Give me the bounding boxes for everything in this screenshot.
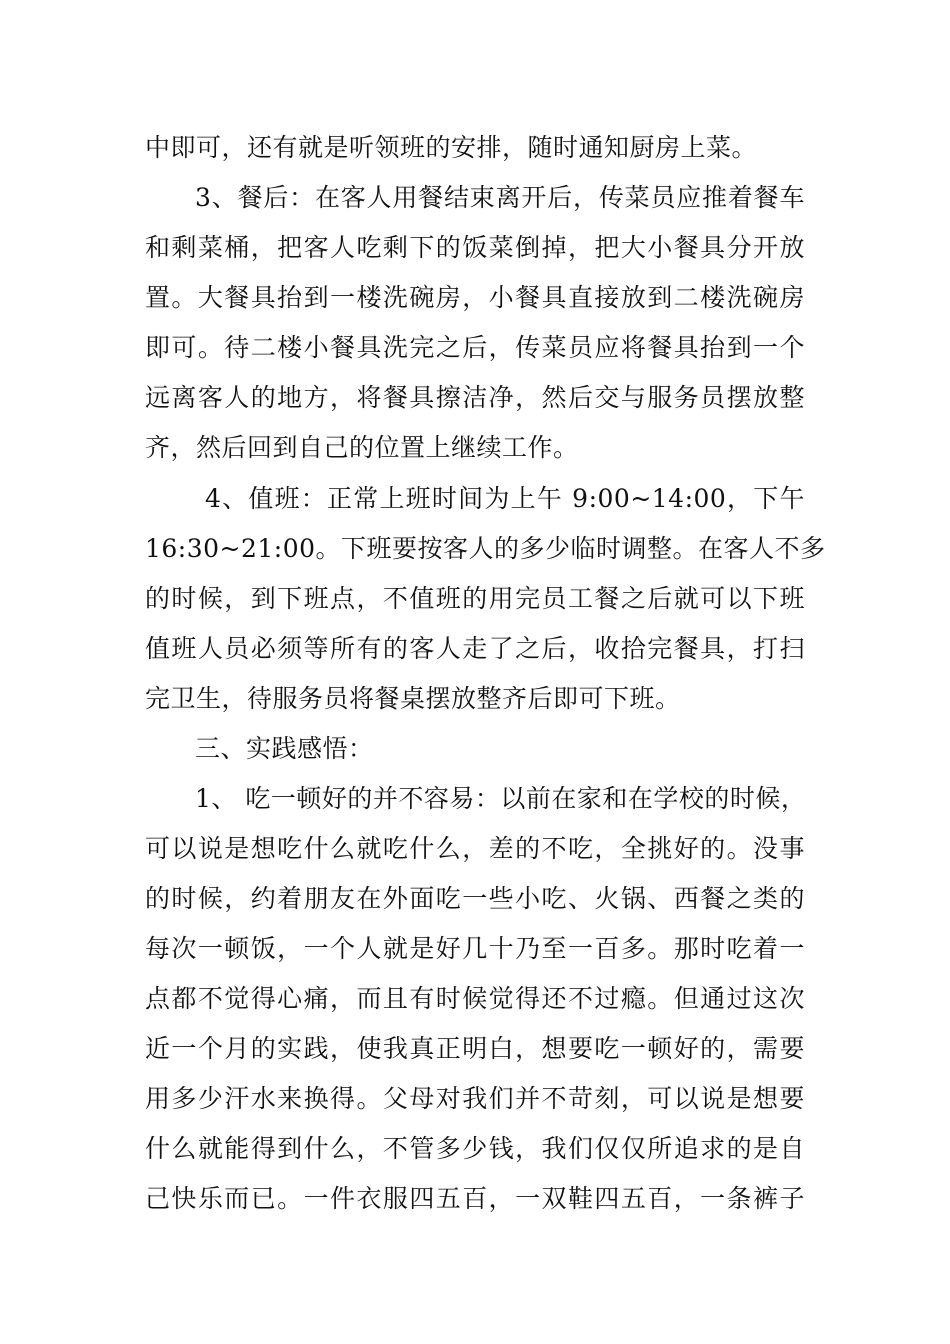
text-line-8: 4、值班：正常上班时间为上午 9:00~14:00，下午: [205, 484, 805, 513]
text-line-18: 点都不觉得心痛，而且有时候觉得还不过瘾。但通过这次: [145, 984, 805, 1013]
text-line-1: 中即可，还有就是听领班的安排，随时通知厨房上菜。: [145, 133, 758, 162]
text-line-15: 可以说是想吃什么就吃什么，差的不吃，全挑好的。没事: [145, 834, 805, 863]
text-line-10: 的时候，到下班点，不值班的用完员工餐之后就可以下班: [145, 584, 805, 613]
text-line-20: 用多少汗水来换得。父母对我们并不苛刻，可以说是想要: [145, 1084, 805, 1113]
text-line-19: 近一个月的实践，使我真正明白，想要吃一顿好的，需要: [145, 1034, 805, 1063]
text-line-4: 置。大餐具抬到一楼洗碗房，小餐具直接放到二楼洗碗房: [145, 283, 805, 312]
text-line-22: 己快乐而已。一件衣服四五百，一双鞋四五百，一条裤子: [145, 1184, 805, 1213]
text-line-16: 的时候，约着朋友在外面吃一些小吃、火锅、西餐之类的: [145, 884, 805, 913]
text-line-14: 1、 吃一顿好的并不容易：以前在家和在学校的时候，: [195, 784, 807, 813]
section-heading: 三、实践感悟：: [195, 734, 374, 763]
text-line-6: 远离客人的地方，将餐具擦洁净，然后交与服务员摆放整: [145, 383, 805, 412]
text-line-5: 即可。待二楼小餐具洗完之后，传菜员应将餐具抬到一个: [145, 333, 805, 362]
text-line-3: 和剩菜桶，把客人吃剩下的饭菜倒掉，把大小餐具分开放: [145, 233, 805, 262]
text-line-21: 什么就能得到什么，不管多少钱，我们仅仅所追求的是自: [145, 1134, 805, 1163]
text-line-7: 齐，然后回到自己的位置上继续工作。: [145, 433, 579, 462]
text-line-2: 3、餐后：在客人用餐结束离开后，传菜员应推着餐车: [195, 183, 805, 212]
text-line-9: 16:30~21:00。下班要按客人的多少临时调整。在客人不多: [145, 534, 826, 563]
text-line-17: 每次一顿饭，一个人就是好几十乃至一百多。那时吃着一: [145, 934, 805, 963]
text-line-11: 值班人员必须等所有的客人走了之后，收拾完餐具，打扫: [145, 634, 805, 663]
text-line-12: 完卫生，待服务员将餐桌摆放整齐后即可下班。: [145, 684, 681, 713]
